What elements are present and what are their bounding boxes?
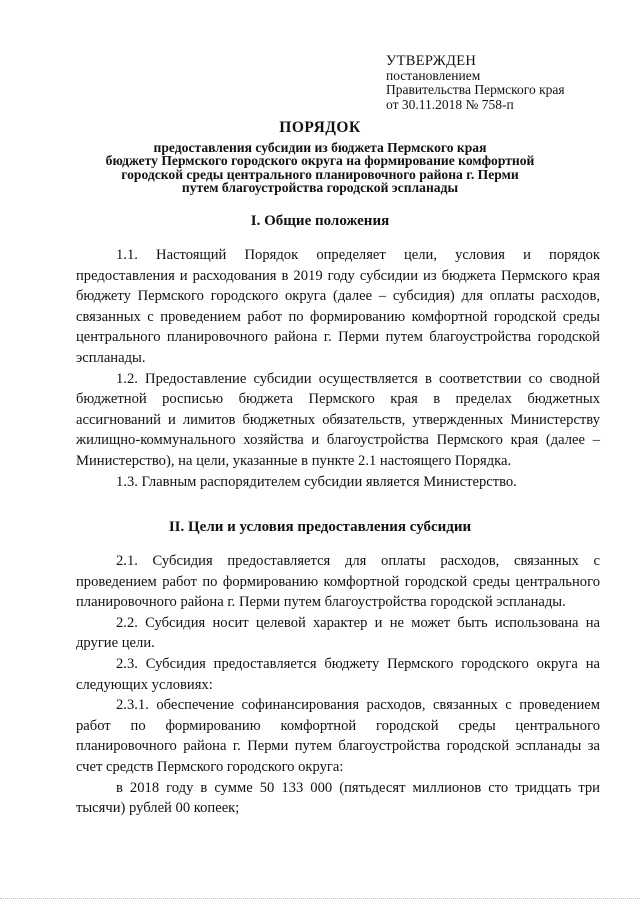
document-subtitle [60, 141, 580, 194]
subtitle-line: путем благоустройства городской эспланады [181, 179, 459, 195]
subtitle-line: предоставления субсидии из бюджета Пермского края [153, 140, 487, 155]
section-heading: I. Общие положения [250, 213, 390, 229]
section-heading: II. Цели и условия предоставления субсидии [168, 519, 472, 535]
page-bottom-rule [0, 898, 640, 899]
subtitle-line: городской среды центрального планировочного района г. Перми [121, 166, 519, 182]
paragraph: 2.2. Субсидия носит целевой характер и не может быть использована на другие цели. [76, 614, 600, 652]
section-body [76, 245, 600, 492]
paragraph: 1.2. Предоставление субсидии осуществляется в соответствии со сводной бюджетной росписью бюджета Пермского края в пределах бюджетных ассигнований и лимитов бюджетных обязательств, утвержденных Министерству жилищно-коммунального хозяйства и благоустройства Пермского края (далее – Министерство), на цели, указанные в пункте 2.1 настоящего Порядка. [76, 370, 600, 469]
approval-heading: УТВЕРЖДЕН [386, 53, 477, 69]
approval-line: Правительства Пермского края [386, 82, 565, 97]
document-title: ПОРЯДОК [279, 119, 361, 136]
subtitle-line: бюджету Пермского городского округа на формирование комфортной [105, 153, 535, 169]
paragraph: 1.1. Настоящий Порядок определяет цели, условия и порядок предоставления и расходования в 2019 году субсидии из бюджета Пермского края бюджету Пермского городского округа (далее – субсидия) для оплаты расходов, связанных с проведением работ по формированию комфортной городской среды центрального планировочного района г. Перми путем благоустройства городской эспланады. [76, 247, 600, 366]
paragraph: в 2018 году в сумме 50 133 000 (пятьдесят миллионов сто тридцать три тысячи) рублей 00 копеек; [76, 779, 600, 817]
approval-line: постановлением [386, 67, 481, 83]
approval-line: от 30.11.2018 № 758-п [386, 96, 514, 112]
paragraph: 1.3. Главным распорядителем субсидии является Министерство. [116, 473, 517, 490]
approval-stamp [386, 54, 626, 112]
paragraph: 2.3. Субсидия предоставляется бюджету Пермского городского округа на следующих условиях: [76, 655, 600, 693]
section-body [76, 551, 600, 819]
paragraph: 2.3.1. обеспечение софинансирования расходов, связанных с проведением работ по формированию комфортной городской среды центрального планировочного района г. Перми путем благоустройства городской эспланады за счет средств Пермского городского округа: [76, 697, 600, 775]
paragraph: 2.1. Субсидия предоставляется для оплаты расходов, связанных с проведением работ по формированию комфортной городской среды центрального планировочного района г. Перми путем благоустройства городской эспланады. [76, 553, 600, 611]
